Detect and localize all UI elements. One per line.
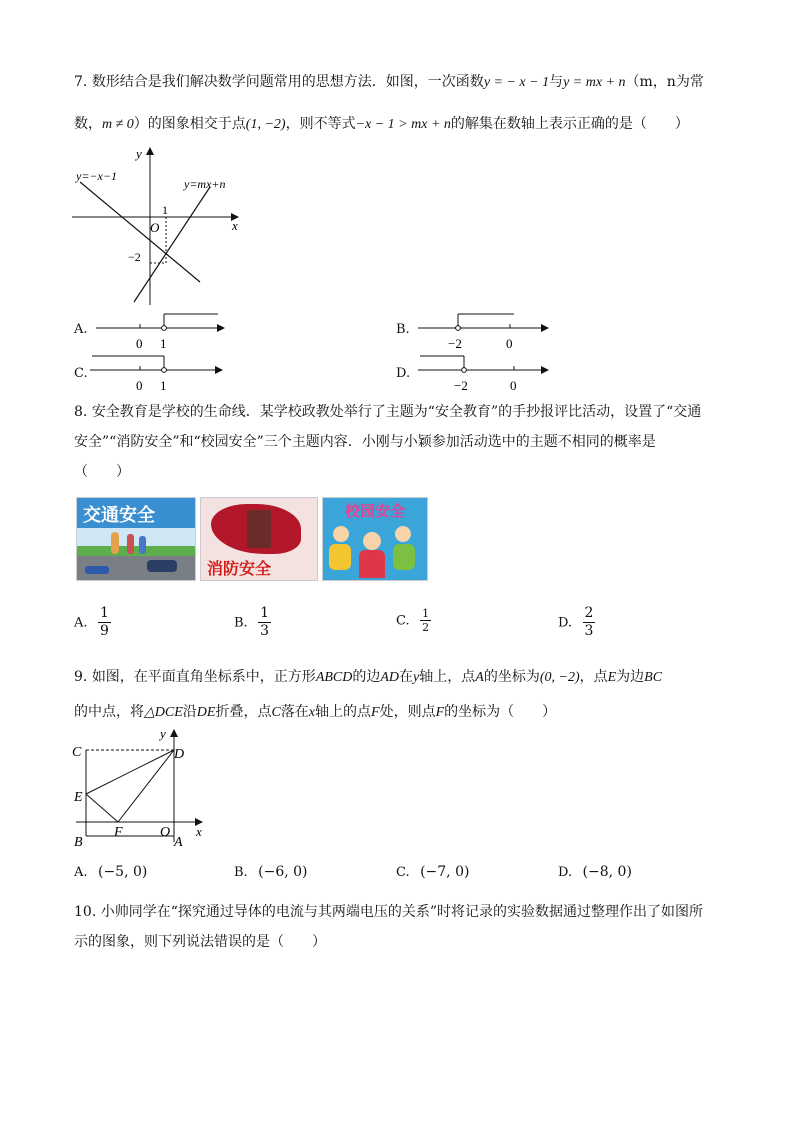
- q9-text: ，点: [579, 669, 608, 685]
- q9-text: 如图，在平面直角坐标系中，正方形: [91, 669, 316, 685]
- q9-option-d-label: D.: [558, 865, 573, 880]
- q7-line1: [74, 72, 704, 93]
- q9-option-a-value: (−5, 0): [97, 864, 148, 880]
- q8-option-a-denominator: 9: [99, 623, 109, 639]
- q7-origin-label: O: [150, 220, 160, 235]
- q10-line2: 示的图象，则下列说法错误的是（ ）: [74, 934, 326, 950]
- q9-label-b: B: [74, 835, 83, 848]
- q8-text: 安全教育是学校的生命线．某学校政教处举行了主题为“安全教育”的手抄报评比活动，设置了“交通: [91, 404, 702, 420]
- q9-option-b-value: (−6, 0): [258, 864, 308, 880]
- q8-option-b-numerator: 1: [260, 605, 270, 621]
- q9-number: 9.: [74, 669, 88, 685]
- q7-axis-x-label: x: [232, 218, 238, 233]
- q9-point-c: C: [271, 705, 281, 720]
- q8-option-d-denominator: 3: [584, 623, 594, 639]
- campus-safety-poster: [322, 497, 428, 581]
- q7-option-a-tick-0: 0: [136, 336, 143, 351]
- q7-option-d-label[interactable]: D.: [396, 366, 411, 381]
- q9-text: 处，则点: [379, 704, 436, 720]
- q7-line-2: [134, 187, 210, 302]
- q7-option-a-tick-1: 1: [160, 336, 167, 351]
- q8-option-d-numerator: 2: [584, 605, 594, 621]
- q9-label-o: O: [160, 825, 171, 840]
- q7-graph: [70, 142, 250, 307]
- fire-safety-poster: [200, 497, 318, 581]
- q9-option-c[interactable]: [396, 862, 469, 883]
- q7-condition: m ≠ 0: [102, 117, 134, 132]
- q7-axis-y-label: y: [136, 146, 142, 161]
- q9-text: 的坐标为: [483, 669, 540, 685]
- q7-option-c-tick-0: 0: [136, 378, 143, 393]
- q8-option-b-denominator: 3: [260, 623, 270, 639]
- q7-text: 的解集在数轴上表示正确的是（ ）: [450, 116, 689, 132]
- q7-option-a-numberline[interactable]: [92, 310, 232, 352]
- q9-label-e: E: [74, 790, 83, 805]
- q7-label-line1: y=−x−1: [76, 169, 117, 183]
- q8-line1: [74, 402, 701, 422]
- q7-option-d-tick-1: 0: [510, 378, 517, 393]
- q7-text: ）的图象相交于点: [133, 116, 246, 132]
- q9-label-a: A: [174, 835, 183, 848]
- q9-y: y: [413, 670, 420, 685]
- q8-option-d-label: D.: [558, 615, 573, 631]
- q8-option-a-label: A.: [74, 615, 88, 631]
- q7-option-b-tick-0: −2: [448, 336, 462, 351]
- q9-text: 为边: [616, 669, 645, 685]
- q9-label-f: F: [114, 825, 123, 840]
- q7-text: ，则不等式: [285, 116, 356, 132]
- q7-line-1: [80, 182, 200, 282]
- q8-option-c-numerator: 1: [422, 607, 430, 620]
- q9-point-a: A: [475, 670, 484, 685]
- q8-option-c-denominator: 2: [422, 621, 430, 634]
- q10-line1: [74, 902, 703, 922]
- q7-text: 数形结合是我们解决数学问题常用的思想方法．如图，一次函数: [91, 74, 484, 90]
- campus-safety-title: 校园安全: [345, 502, 406, 520]
- q9-segment-fd: [118, 750, 174, 822]
- traffic-safety-title: 交通安全: [83, 505, 155, 526]
- q9-option-c-value: (−7, 0): [420, 864, 470, 880]
- q9-text: 落在: [280, 704, 309, 720]
- q9-line2: [74, 702, 556, 723]
- q9-option-d[interactable]: [558, 862, 632, 883]
- q9-side-bc: BC: [644, 670, 663, 685]
- q9-coord-a: (0, −2): [539, 670, 580, 685]
- q9-text: 的中点，将: [74, 704, 144, 720]
- q8-option-d[interactable]: [558, 605, 595, 640]
- q8-option-c[interactable]: [396, 607, 431, 634]
- q8-line3: （ ）: [74, 464, 130, 480]
- q8-option-b[interactable]: [234, 605, 271, 640]
- q7-text: 数，: [74, 116, 102, 132]
- q8-line2: 安全”“消防安全”和“校园安全”三个主题内容．小刚与小颖参加活动选中的主题不相同的概率是: [74, 434, 656, 450]
- q7-option-b-tick-1: 0: [506, 336, 513, 351]
- q7-text: 与: [549, 74, 564, 90]
- q9-text: 的边: [352, 669, 381, 685]
- q8-number: 8.: [74, 404, 88, 420]
- q9-option-c-label: C.: [396, 865, 410, 880]
- q9-segment-ef: [86, 794, 118, 822]
- q9-option-b-label: B.: [234, 865, 248, 880]
- q7-option-b-numberline[interactable]: [414, 310, 554, 352]
- q9-point-e: E: [607, 670, 617, 685]
- q10-text: 小帅同学在“探究通过导体的电流与其两端电压的关系”时将记录的实验数据通过整理作出了如图所: [100, 904, 704, 920]
- q9-text: 轴上的点: [315, 704, 372, 720]
- q7-option-d-tick-0: −2: [454, 378, 468, 393]
- q10-number: 10.: [74, 904, 97, 920]
- traffic-safety-poster: [76, 497, 196, 581]
- q7-option-a-label[interactable]: A.: [74, 322, 88, 337]
- q7-label-line2: y=mx+n: [184, 177, 226, 191]
- q8-option-a[interactable]: [74, 605, 111, 640]
- q9-fold-line: DE: [196, 705, 216, 720]
- q9-side: AD: [380, 670, 400, 685]
- q9-option-d-value: (−8, 0): [582, 864, 632, 880]
- q7-tick-x: 1: [162, 203, 168, 217]
- q9-point-f: F: [435, 705, 445, 720]
- q9-option-a-label: A.: [74, 865, 88, 880]
- q9-text: 折叠，点: [215, 704, 272, 720]
- q9-label-d: D: [174, 747, 185, 762]
- q9-axis-y-label: y: [160, 726, 166, 741]
- q7-inequality: −x − 1 > mx + n: [355, 117, 451, 132]
- q9-line1: [74, 667, 662, 688]
- q7-line2: [74, 114, 689, 135]
- q9-triangle: △DCE: [144, 705, 183, 720]
- q9-label-c: C: [72, 745, 82, 760]
- q8-option-b-label: B.: [234, 615, 248, 631]
- q8-option-a-numerator: 1: [99, 605, 109, 621]
- q9-option-b[interactable]: [234, 862, 308, 883]
- q7-number: 7.: [74, 74, 88, 90]
- q9-text: 沿: [182, 704, 197, 720]
- fire-safety-title: 消防安全: [207, 559, 272, 578]
- q9-square: ABCD: [315, 670, 353, 685]
- q9-text: 在: [399, 669, 414, 685]
- q7-option-c-label[interactable]: C.: [74, 366, 88, 381]
- q9-figure: [70, 724, 220, 848]
- q7-option-d-numberline[interactable]: [414, 352, 554, 394]
- q7-point: (1, −2): [245, 117, 286, 132]
- q9-option-a[interactable]: [74, 862, 147, 883]
- q9-segment-ed: [86, 750, 174, 794]
- q7-text: （m，n为常: [625, 74, 704, 90]
- q9-axis-x-label: x: [196, 824, 202, 839]
- q7-function-1: y = − x − 1: [483, 75, 550, 90]
- q9-text: 的坐标为（ ）: [444, 704, 557, 720]
- q8-option-c-label: C.: [396, 613, 410, 629]
- q7-option-b-label[interactable]: B.: [396, 322, 410, 337]
- q7-function-2: y = mx + n: [563, 75, 626, 90]
- q7-tick-y: −2: [128, 250, 141, 264]
- q7-option-c-numberline[interactable]: [88, 352, 228, 394]
- q7-option-c-tick-1: 1: [160, 378, 167, 393]
- q9-text: 轴上，点: [419, 669, 476, 685]
- q9-point-f: F: [371, 705, 380, 720]
- q9-x: x: [308, 705, 316, 720]
